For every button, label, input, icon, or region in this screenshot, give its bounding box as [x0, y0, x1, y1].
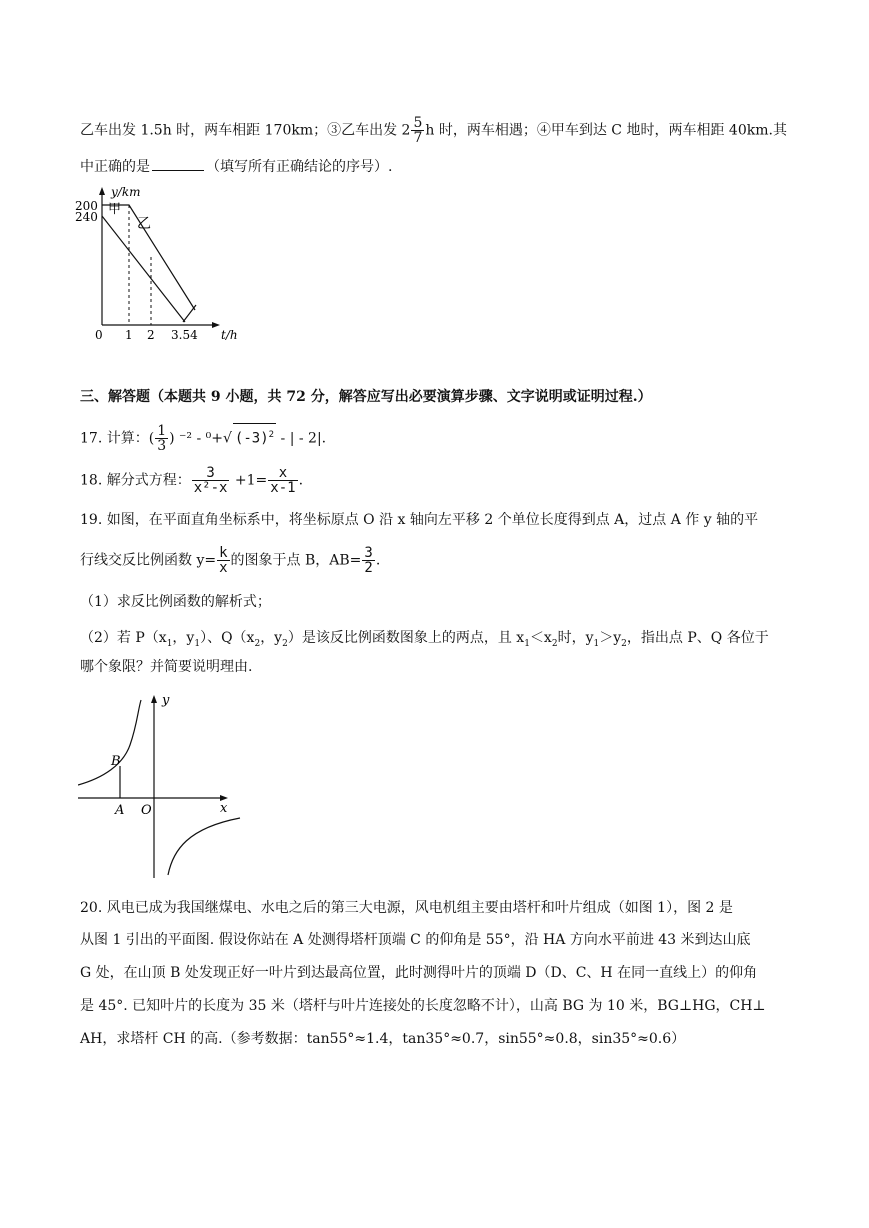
q20-line1: 20. 风电已成为我国继煤电、水电之后的第三大电源，风电机组主要由塔杆和叶片组成（如图 1），图 2 是 [80, 900, 733, 916]
label-o: O [141, 803, 152, 818]
tick-200: 200 [75, 199, 98, 213]
q17-sqrt: $(-3)^2$ [233, 423, 276, 450]
q18-fraction-2: $\frac{x}{x-1}$ [270, 465, 296, 496]
q16-line2-b: （填写所有正确结论的序号）. [206, 159, 393, 175]
q20-line2: 从图 1 引出的平面图. 假设你站在 A 处测得塔杆顶端 C 的仰角是 55°，沿 HA 方向水平前进 43 米到达山底 [80, 932, 751, 948]
tick-354: 3.54 [171, 328, 198, 342]
q18-suffix: . [298, 472, 304, 489]
label-x: x [220, 801, 228, 816]
q17-prefix: 17. 计算：( [80, 430, 155, 447]
q20-line4: 是 45°. 已知叶片的长度为 35 米（塔杆与叶片连接处的长度忽略不计），山高 BG 为 10 米，BG⊥HG，CH⊥ [80, 998, 766, 1014]
q20-line3: G 处，在山顶 B 处发现正好一叶片到达最高位置，此时测得叶片的顶端 D（D、C、H 在同一直线上）的仰角 [80, 965, 758, 981]
tick-2: 2 [147, 328, 155, 342]
q19-k-fraction: $\frac{k}{x}$ [219, 545, 228, 576]
x-axis-label: t/h [221, 328, 238, 342]
label-jia: 甲 [108, 202, 122, 217]
q20-line5: AH，求塔杆 CH 的高.（参考数据：tan55°≈1.4，tan35°≈0.7，sin55°≈0.8，sin35°≈0.6） [80, 1031, 686, 1047]
distance-time-graph [75, 185, 245, 345]
q16-line1-a: 乙车出发 1.5h 时，两车相距 170km；③乙车出发 2 [80, 122, 411, 139]
end-tick [183, 305, 196, 322]
label-yi: 乙 [137, 216, 151, 232]
y-axis-label: y/km [111, 185, 141, 199]
x-axis-arrow [212, 322, 220, 328]
q17-suffix: - | - 2|. [276, 430, 327, 447]
section-heading: 三、解答题（本题共 9 小题，共 72 分，解答应写出必要演算步骤、文字说明或证明过程.） [80, 389, 652, 405]
q16-line2-a: 中正确的是 [80, 159, 150, 175]
q17-fraction: $\frac{1}{3}$ [157, 423, 167, 455]
label-y: y [162, 693, 170, 708]
q17: 17. 计算：( $\frac{1}{3}$ ) ⁻² - ⁰+√ $(-3)^2$ - | - 2|. [80, 423, 327, 455]
q19-line1: 19. 如图，在平面直角坐标系中，将坐标原点 O 沿 x 轴向左平移 2 个单位长度得到点 A，过点 A 作 y 轴的平 [80, 512, 759, 528]
q18-fraction-1: $\frac{3}{\text{x²-x}}$ [193, 465, 228, 496]
label-a: A [115, 803, 125, 818]
y-axis-arrow [99, 187, 105, 195]
label-b: B [111, 754, 121, 769]
q18 [80, 466, 303, 495]
q16-line1-b: h 时，两车相遇；④甲车到达 C 地时，两车相距 40km.其 [425, 122, 787, 139]
q18-prefix: 18. 解分式方程： [80, 472, 191, 489]
q19-part2: （2）若 $P(x_1$，$y_1$）、$Q(x_2$，$y_2$）是该反比例函数图象上的两点，且 $x_1<x_2$时，$y_1>y_2$，指出点 P、Q 各位于 [80, 630, 769, 649]
answer-blank[interactable] [152, 156, 204, 171]
q19-part1: （1）求反比例函数的解析式； [80, 594, 271, 610]
q19-line2-c: . [375, 552, 381, 569]
branch-lower-right [168, 818, 240, 875]
q19-line2 [80, 546, 380, 575]
q18-mid: +1= [230, 472, 268, 489]
tick-240: 240 [75, 210, 98, 224]
tick-0: 0 [95, 328, 103, 342]
q19-ab-fraction: $\frac{3}{2}$ [364, 545, 373, 576]
q16-line1 [80, 116, 787, 145]
q19-line2-b: 的图象于点 B，AB= [230, 552, 362, 569]
mixed-fraction: $\frac{5}{7}$ [413, 115, 423, 146]
q16-line2 [80, 156, 392, 178]
branch-upper-left [78, 700, 141, 785]
y-axis-arrow [151, 695, 157, 703]
q19-line2-a: 行线交反比例函数 y= [80, 552, 217, 569]
q19-part2-line2: 哪个象限？并简要说明理由. [80, 659, 253, 675]
q17-exp: ) ⁻² - ⁰+ [169, 430, 223, 447]
tick-1: 1 [125, 328, 133, 342]
hyperbola-graph [78, 690, 248, 880]
